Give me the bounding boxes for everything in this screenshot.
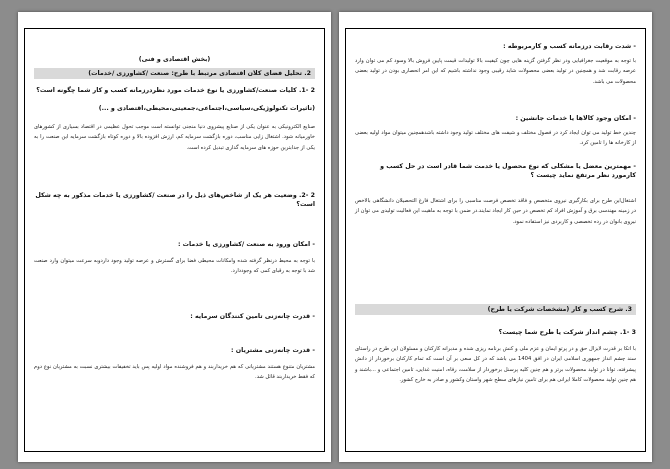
section-title: (بخش اقتصادی و فنی): [138, 56, 211, 63]
document-page-left: [18, 12, 331, 462]
page-content: [34, 38, 315, 446]
section-3-1-heading: 3 -1. چشم انداز شرکت یا طرح شما چیست؟: [498, 329, 636, 336]
section-2-1-body: صنایع الکترونیکی به عنوان یکی از صنایع پیشروی دنیا منجنی توانسته است موجب تحول عظیمی در اقتصاد بسیاری از کشورهای خاورمیانه شود. اشتغال زایی مناسب، دوره بازگشت سرمایه کم، ارزش افزوده بالا و دوره کوتاه بازگشت سرمایه این صنعت را به یکی از جذابترین حوزه های سرمایه گذاری تبدیل کرده است.: [34, 124, 315, 151]
section-3-heading: 3. شرح کسب و کار (مشخصات شرکت یا طرح): [355, 304, 636, 315]
customer-heading: - قدرت چانه‌زنی مشتریان :: [231, 347, 315, 354]
section-2-1-heading: 2 -1. کلیات صنعت/کشاورزی یا نوع خدمات مورد نظردرزمانه کسب و کار شما چگونه است؟: [36, 87, 315, 94]
entry-body: با توجه به محیط درنظر گرفته شده وامکانات محیطی فضا برای گسترش و عرصه تولید وجود داردوبه سرعت میتوان وارد صنعت شد با توجه به رقبای کمی که وجوددارد.: [34, 258, 315, 275]
page-content: [355, 38, 636, 446]
competition-heading: - شدت رقابت درزمانه کسب و کارمربوطه :: [503, 43, 636, 50]
section-2-2-heading: 2 -2. وضعیت هر یک از شاخص‌های ذیل را در صنعت /کشاورزی یا خدمات مذکور به چه شکل است؟: [35, 192, 315, 208]
section-2-heading: 2. تحلیل فضای کلان اقتصادی مرتبط با طرح: صنعت /کشاورزی /خدمات): [34, 68, 315, 79]
customer-body: مشتریان متنوع هستند مشتریانی که هم خریداربند و هم فروشنده مواد اولیه پس باید تخفیفات بیشتری نسبت به مشتریان نوع دوم که فقط خریداربند قائل شد.: [34, 364, 315, 381]
substitute-heading: - امکان وجود کالاها یا خدمات جانشین :: [515, 115, 636, 122]
supplier-heading: - قدرت چانه‌زنی تامین کنندگان سرمایه :: [190, 313, 315, 320]
substitute-body: چندین خط تولید می توان ایجاد کرد در فصول مختلف و شیفت های مختلف تولید وجود داشته باشدهمچنین میتوان مواد اولیه بعضی از کارخانه ها را تامین کرد.: [355, 130, 636, 147]
document-page-right: [339, 12, 652, 462]
competition-body: با توجه به موقعیت جغرافیایی ودر نظر گرفتن گزینه هایی چون کیفیت بالا تولیدات قیمت پایین فروش بالا وسود کم می توان وارد عرصه رقابت شد و همچنین در تولید بعضی محصولات شاید رقیبی وجود نداشته باشیم که این امر انحصاری بودن در تولید بعضی محصولات می باشد.: [355, 58, 636, 85]
problem-heading: - مهمترین معضل یا مشکلی که نوع محصول یا خدمت شما قادر است در حل کسب و کارمورد نظر مرتفع نماید چیست ؟: [380, 163, 636, 179]
problem-body: اشتغال‌این طرح برای بکارگیری نیروی متخصص و فاقد تخصص فرصت مناسبی را برای اشتغال فارغ التحصیلان دانشگاهی بالاخص در زمینه مهندسی برق و آموزش افراد کم تخصص در حین کار ایجاد نمایند.در ضمن با توجه به ماهیت این فعالیت تولیدی می توان از نیروی بانوان در رده تخصصی و کاربردی نیز استفاده نمود.: [355, 198, 636, 225]
section-2-1-subheading: (تاثیرات تکنولوژیکی،سیاسی،اجتماعی،جمعیتی،محیطی،اقتصادی و ...): [98, 105, 315, 112]
section-3-1-body: با اتکا بر قدرت لایزال حق و در پرتو ایمان و عزم ملی و کنش برنامه ریزی شده و مدبرانه کارکنان و مسئولان این طرح در راستای سند چشم انداز جمهوری اسلامی ایران در افق 1404 می باشد که در کل سعی بر آن است که تمام کارکنان برخوردار از دانش پیشرفته، توانا در تولید محصولات برتر و هم چنین کلیه پرسنل برخوردار از سلامت، رفاه، امنیت غذایی، تامین اجتماعی و ...باشند و هم چنین تولید محصولات کاملا ایرانی هم برای تامین نیازهای سطح شهر واستان وکشور و صادر به خارج کشور.: [355, 346, 636, 384]
entry-heading: - امکان ورود به صنعت /کشاورزی یا خدمات :: [177, 241, 315, 248]
